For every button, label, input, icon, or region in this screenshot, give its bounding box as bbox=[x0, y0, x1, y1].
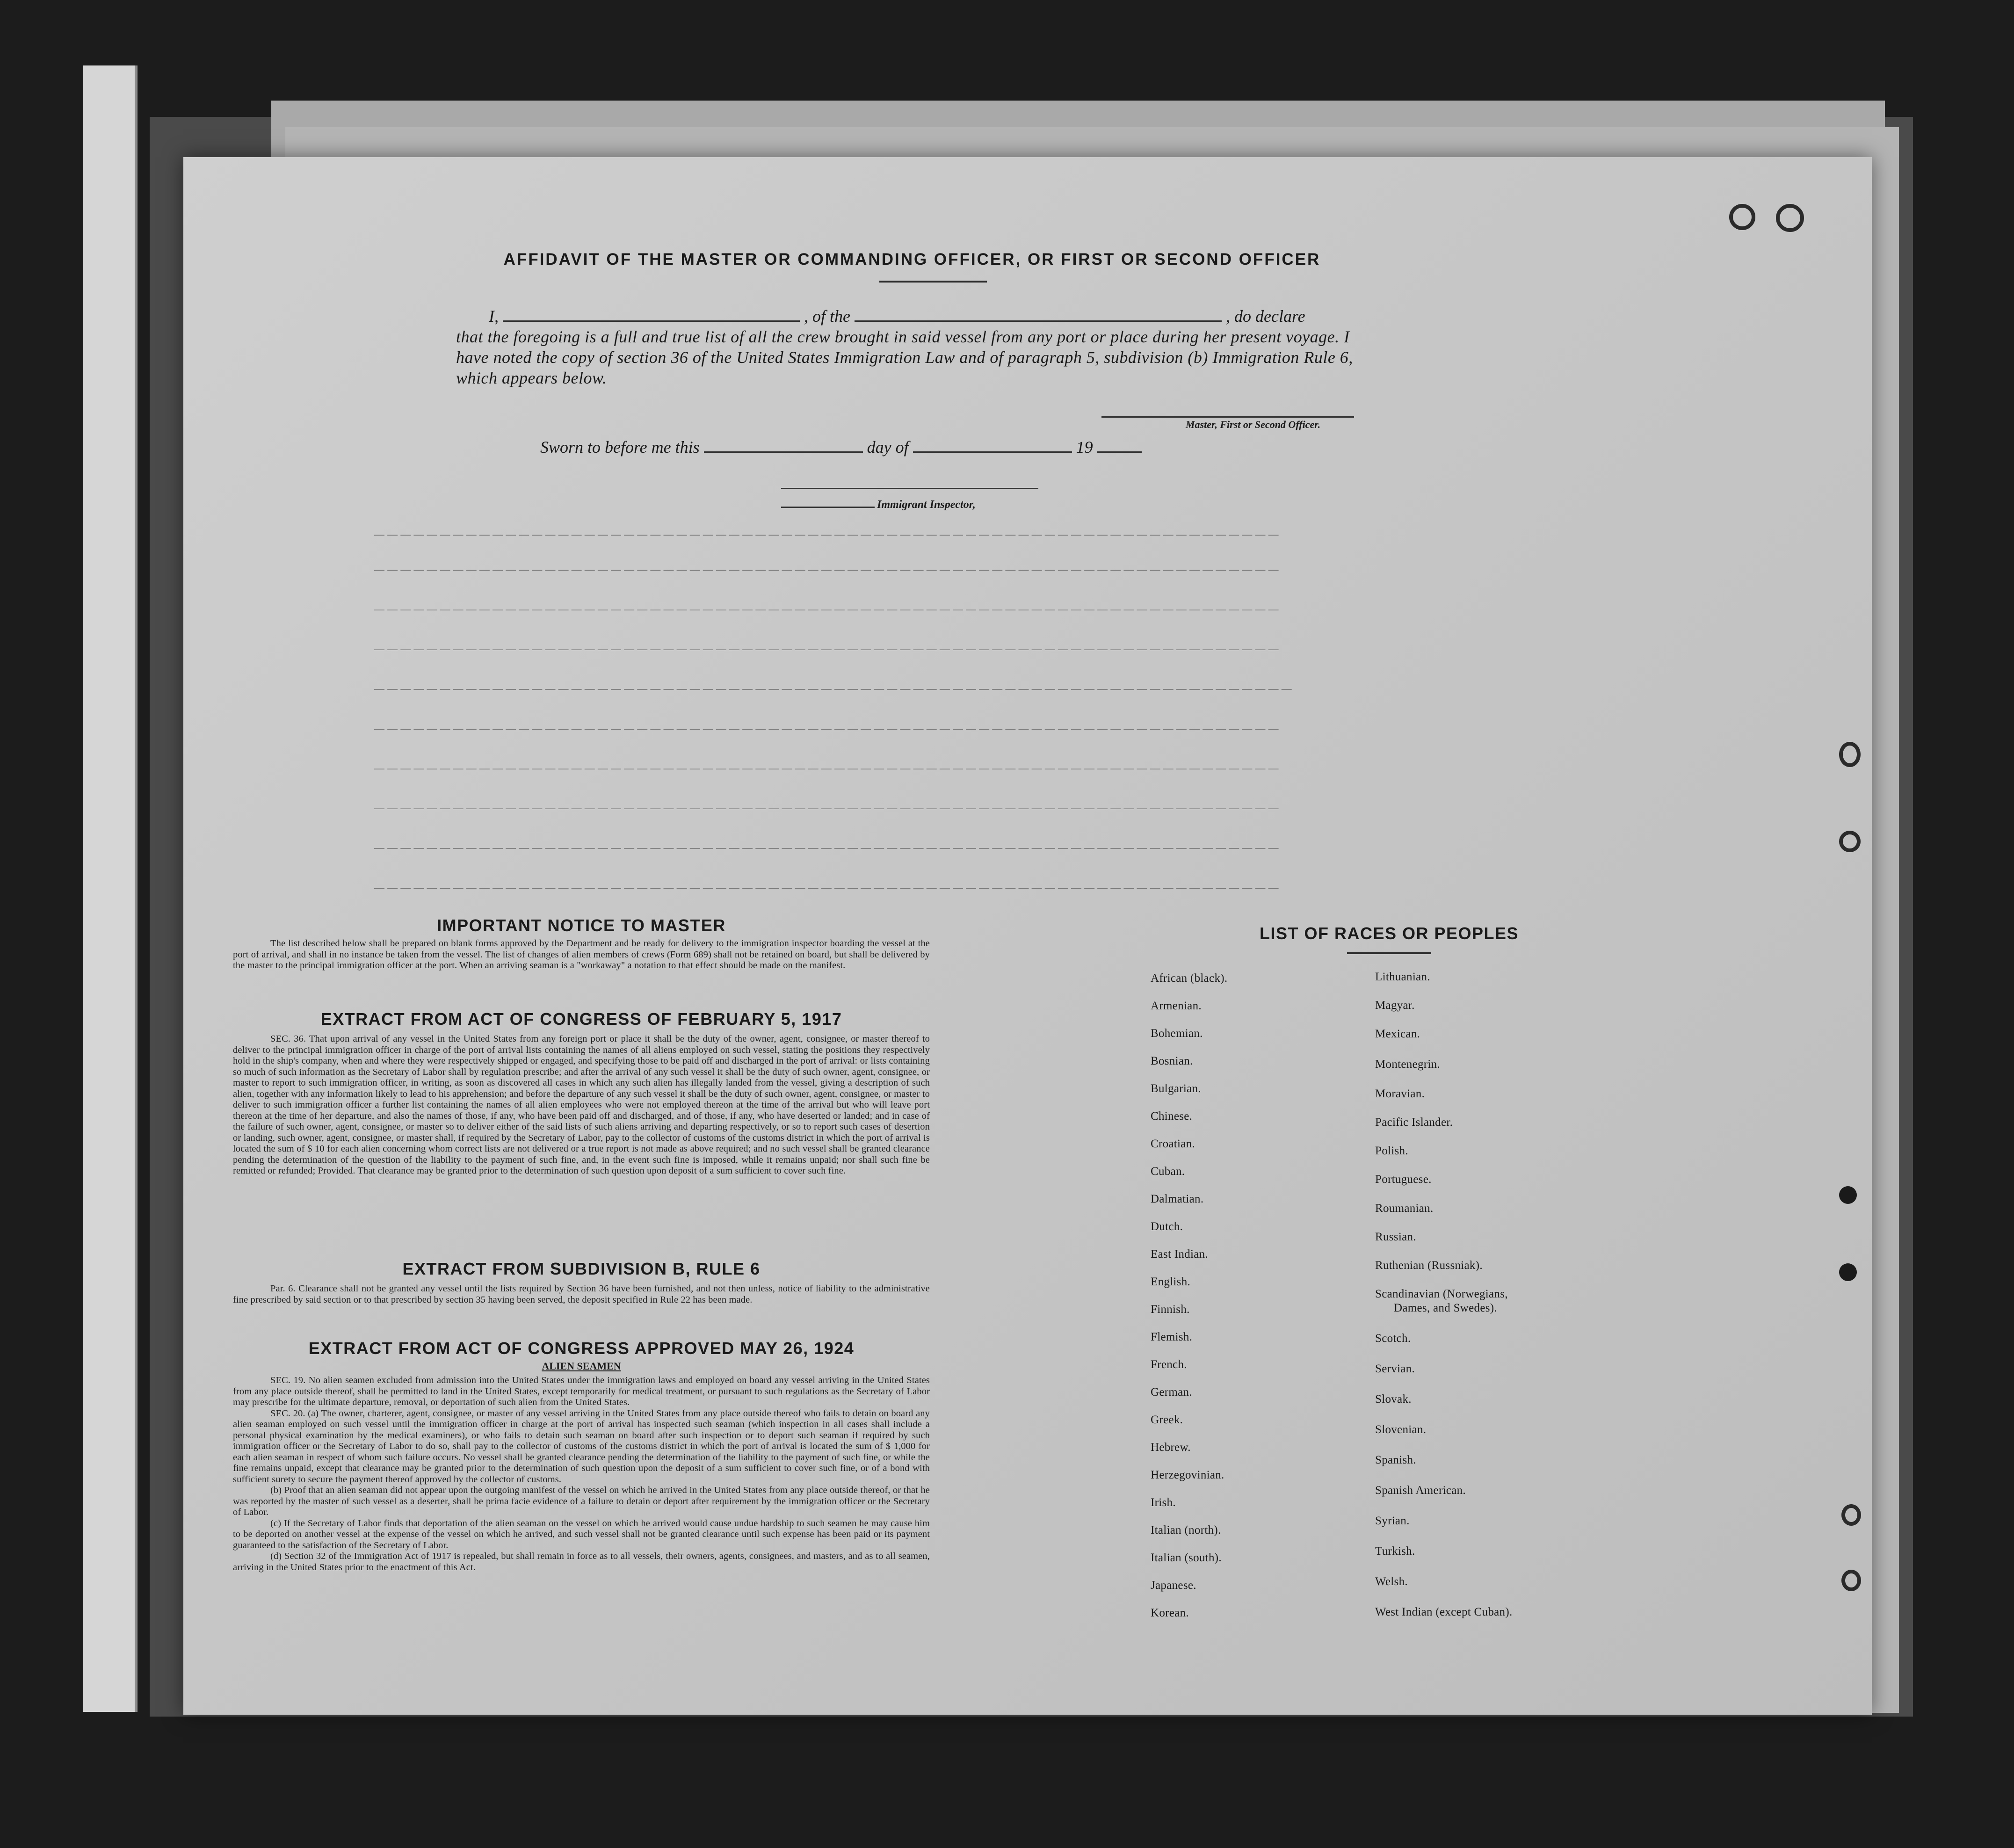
inspector-signature-line-2[interactable] bbox=[781, 507, 875, 508]
race-item: Bohemian. bbox=[1151, 1027, 1203, 1040]
punch-hole bbox=[1839, 1186, 1857, 1204]
rule-6-title: EXTRACT FROM SUBDIVISION B, RULE 6 bbox=[402, 1259, 761, 1278]
race-item: Italian (south). bbox=[1151, 1551, 1222, 1564]
race-item: Dutch. bbox=[1151, 1220, 1183, 1233]
sec-20d-text: (d) Section 32 of the Immigration Act of 1917 is repealed, but shall remain in force as to all vessels, their owners, agents, consignees, and masters, and as to all seamen, arriving in the United States prior to the enactment of this Act. bbox=[233, 1551, 930, 1573]
race-item: Dames, and Swedes). bbox=[1394, 1302, 1497, 1314]
race-item: English. bbox=[1151, 1275, 1191, 1288]
race-item: Hebrew. bbox=[1151, 1441, 1191, 1454]
sworn-month-field[interactable] bbox=[913, 437, 1072, 453]
extract-1924 bbox=[233, 1339, 930, 1573]
punch-hole bbox=[1729, 204, 1755, 230]
notice-text: The list described below shall be prepared on blank forms approved by the Department and be ready for delivery to the immigration inspector boarding the vessel at the port of arrival, and shall in no instance be taken from the vessel. The list of changes of alien members of crews (Form 689) shall not be retained on board, but shall be delivered by the master to the principal immigration officer at the port. When an arriving seaman is a "workaway" a notation to that effect should be made on the manifest. bbox=[233, 938, 930, 971]
race-item: Roumanian. bbox=[1375, 1202, 1434, 1215]
master-signature-caption: Master, First or Second Officer. bbox=[1186, 419, 1321, 430]
race-item: Magyar. bbox=[1375, 999, 1415, 1012]
punch-hole bbox=[1839, 1263, 1857, 1281]
vessel-prefix: , of the bbox=[804, 307, 850, 326]
sec-20a-text: SEC. 20. (a) The owner, charterer, agent, consignee, or master of any vessel arriving in the United States from any place outside thereof who fails to detain on board any alien seaman employed on such vessel until the immigration officer in charge at the port of arrival has inspected such seaman (which inspection in all cases shall include a personal physical examination by the medical examiners), or who fails to detain such seaman on board after such inspection or to deport such seaman if required by such immigration officer or the Secretary of Labor to do so, shall pay to the collector of customs of the customs district in which the port of arrival is located the sum of $ 1,000 for each alien seaman in respect of whom such failure occurs. No vessel shall be granted clearance pending the determination of the liability to the payment of such fine, or while the fine remains unpaid, except that clearance may be granted prior to the determination of such question upon the deposit of a sum sufficient to cover such fine, or of a bond with sufficient surety to secure the payment thereof approved by the collector of customs. bbox=[233, 1408, 930, 1485]
races-title: LIST OF RACES OR PEOPLES bbox=[1259, 924, 1519, 943]
alien-seamen-subtitle: ALIEN SEAMEN bbox=[542, 1360, 621, 1372]
race-item: Syrian. bbox=[1375, 1515, 1410, 1527]
race-item: Chinese. bbox=[1151, 1110, 1193, 1123]
race-item: Portuguese. bbox=[1375, 1173, 1432, 1186]
sec-20b-text: (b) Proof that an alien seaman did not appear upon the outgoing manifest of the vessel on which he arrived in the United States from any place outside thereof, or that he was reported by the master of such vessel as a deserter, shall be prima facie evidence of a failure to detain or deport after requirement by the immigration officer or the Secretary of Labor. bbox=[233, 1485, 930, 1517]
race-item: West Indian (except Cuban). bbox=[1375, 1606, 1513, 1618]
race-item: Cuban. bbox=[1151, 1165, 1185, 1178]
races-title-rule bbox=[1347, 952, 1431, 954]
affidavit-body: that the foregoing is a full and true list of all the crew brought in said vessel from any port or place during her present voyage. I have noted the copy of section 36 of the United States Immigration Law and of paragraph 5, subdivision (b) Immigration Rule 6, which appears below. bbox=[456, 327, 1353, 387]
race-item: Turkish. bbox=[1375, 1545, 1415, 1558]
affidavit-title-rule bbox=[879, 281, 987, 283]
race-item: Korean. bbox=[1151, 1607, 1189, 1619]
punch-hole bbox=[1839, 831, 1861, 852]
race-item: Ruthenian (Russniak). bbox=[1375, 1259, 1483, 1272]
important-notice bbox=[233, 916, 930, 971]
sec-20c-text: (c) If the Secretary of Labor finds that deportation of the alien seaman on the vessel on which he arrived would cause undue hardship to such seamen he may cause him to be deported on another vessel at the expense of the vessel on which he arrived, and such vessel shall not be granted clearance until such expense has been paid or its payment guaranteed to the satisfaction of the Secretary of Labor. bbox=[233, 1518, 930, 1551]
race-item: Scandinavian (Norwegians, bbox=[1375, 1288, 1508, 1300]
declarant-name-field[interactable] bbox=[503, 306, 800, 322]
inspector-caption: Immigrant Inspector, bbox=[877, 499, 976, 511]
race-item: Flemish. bbox=[1151, 1331, 1193, 1343]
race-item: Pacific Islander. bbox=[1375, 1116, 1453, 1129]
race-item: Polish. bbox=[1375, 1145, 1408, 1157]
race-item: Finnish. bbox=[1151, 1303, 1190, 1316]
race-item: Slovak. bbox=[1375, 1393, 1412, 1406]
extract-1917-text: SEC. 36. That upon arrival of any vessel in the United States from any foreign port or place it shall be the duty of the owner, agent, consignee, or master thereof to deliver to the principal immigration officer in charge of the port of arrival lists containing the names of all aliens employed on such vessel, stating the positions they respectively hold in the ship's company, when and where they were respectively shipped or engaged, and specifying those to be paid off and discharged in the port of arrival: or lists containing so much of such information as the Secretary of Labor shall by regulation prescribe; and after the arrival of any such vessel it shall be the duty of such owner, agent, consignee, or master to report to such immigration officer, in writing, as soon as discovered all cases in which any such alien has illegally landed from the vessel, giving a description of such alien, together with any information likely to lead to his apprehension; and before the departure of any such vessel it shall be the duty of such owner, agent, consignee, or master to deliver to such immigration officer a further list containing the names of all alien employees who were not employed thereon at the time of the arrival but who will leave port thereon at the time of her departure, and also the names of those, if any, who have been paid off and discharged, and of those, if any, who have deserted or landed; and in case of the failure of such owner, agent, consignee, or master so to deliver either of the said lists of such aliens arriving and departing respectively, or so to report such cases of desertion or landing, such owner, agent, consignee, or master shall, if required by the Secretary of Labor, pay to the collector of customs of the customs district in which the port of arrival is located the sum of $ 10 for each alien concerning whom correct lists are not delivered or a true report is not made as above required; and no such vessel shall be granted clearance pending the determination of the question of the liability to the payment of such fine, and, in the event such fine is imposed, while it remains unpaid; nor shall such fine be remitted or refunded; Provided. That clearance may be granted prior to the determination of such question upon deposit of a sum sufficient to cover such fine. bbox=[233, 1034, 930, 1176]
extract-1917 bbox=[233, 1009, 930, 1177]
punch-hole bbox=[1841, 1570, 1861, 1591]
race-item: Moravian. bbox=[1375, 1087, 1425, 1100]
extract-1924-title: EXTRACT FROM ACT OF CONGRESS APPROVED MAY 26, 1924 bbox=[308, 1339, 855, 1358]
sworn-line bbox=[540, 437, 1142, 457]
notice-title: IMPORTANT NOTICE TO MASTER bbox=[437, 916, 726, 935]
sworn-day-field[interactable] bbox=[704, 437, 863, 453]
race-item: Japanese. bbox=[1151, 1579, 1196, 1592]
race-item: Mexican. bbox=[1375, 1028, 1420, 1040]
race-item: Lithuanian. bbox=[1375, 971, 1430, 983]
race-item: Slovenian. bbox=[1375, 1423, 1427, 1436]
master-signature-line[interactable] bbox=[1101, 416, 1354, 418]
punch-hole bbox=[1776, 204, 1804, 232]
race-item: Italian (north). bbox=[1151, 1524, 1221, 1536]
extract-rule-6 bbox=[233, 1259, 930, 1305]
race-item: German. bbox=[1151, 1386, 1192, 1399]
race-item: French. bbox=[1151, 1358, 1187, 1371]
race-item: Scotch. bbox=[1375, 1332, 1411, 1345]
race-item: Spanish. bbox=[1375, 1454, 1416, 1466]
inspector-signature-line[interactable] bbox=[781, 488, 1038, 489]
left-paper-strip bbox=[83, 65, 138, 1712]
race-item: Servian. bbox=[1375, 1362, 1415, 1375]
vessel-name-field[interactable] bbox=[855, 306, 1222, 322]
rule-6-text: Par. 6. Clearance shall not be granted any vessel until the lists required by Section 36 have been furnished, and not then unless, notice of liability to the administrative fine prescribed by said section or to that prescribed by section 35 having been served, the deposit specified in Rule 22 has been made. bbox=[233, 1283, 930, 1305]
sworn-year-field[interactable] bbox=[1097, 437, 1142, 453]
race-item: Bosnian. bbox=[1151, 1055, 1193, 1067]
race-item: Dalmatian. bbox=[1151, 1193, 1204, 1205]
affidavit-title: AFFIDAVIT OF THE MASTER OR COMMANDING OFFICER, OR FIRST OR SECOND OFFICER bbox=[503, 250, 1321, 268]
race-item: Herzegovinian. bbox=[1151, 1469, 1224, 1481]
affidavit-line1 bbox=[489, 306, 1305, 326]
extract-1917-title: EXTRACT FROM ACT OF CONGRESS OF FEBRUARY 5, 1917 bbox=[320, 1009, 842, 1029]
race-item: Bulgarian. bbox=[1151, 1082, 1201, 1095]
declare-suffix: , do declare bbox=[1225, 307, 1305, 326]
race-item: Montenegrin. bbox=[1375, 1058, 1440, 1071]
sec-19-text: SEC. 19. No alien seamen excluded from admission into the United States under the immigration laws and employed on board any vessel arriving in the United States from any place outside thereof, shall be permitted to land in the United States, except temporarily for medical treatment, or pursuant to such regulations as the Secretary of Labor may prescribe for the ultimate departure, removal, or deportation of such alien from the United States. bbox=[233, 1375, 930, 1407]
race-item: Irish. bbox=[1151, 1496, 1176, 1509]
punch-hole bbox=[1839, 742, 1861, 767]
race-item: Russian. bbox=[1375, 1231, 1416, 1243]
day-of-text: day of bbox=[867, 438, 909, 457]
race-item: Armenian. bbox=[1151, 1000, 1202, 1012]
race-item: African (black). bbox=[1151, 972, 1228, 985]
race-item: Croatian. bbox=[1151, 1138, 1195, 1150]
race-item: East Indian. bbox=[1151, 1248, 1209, 1261]
declarant-prefix: I, bbox=[489, 307, 499, 326]
race-item: Greek. bbox=[1151, 1413, 1183, 1426]
punch-hole bbox=[1841, 1504, 1861, 1526]
year-prefix: 19 bbox=[1076, 438, 1093, 457]
race-item: Spanish American. bbox=[1375, 1484, 1466, 1497]
sworn-text: Sworn to before me this bbox=[540, 438, 700, 457]
race-item: Welsh. bbox=[1375, 1575, 1408, 1588]
